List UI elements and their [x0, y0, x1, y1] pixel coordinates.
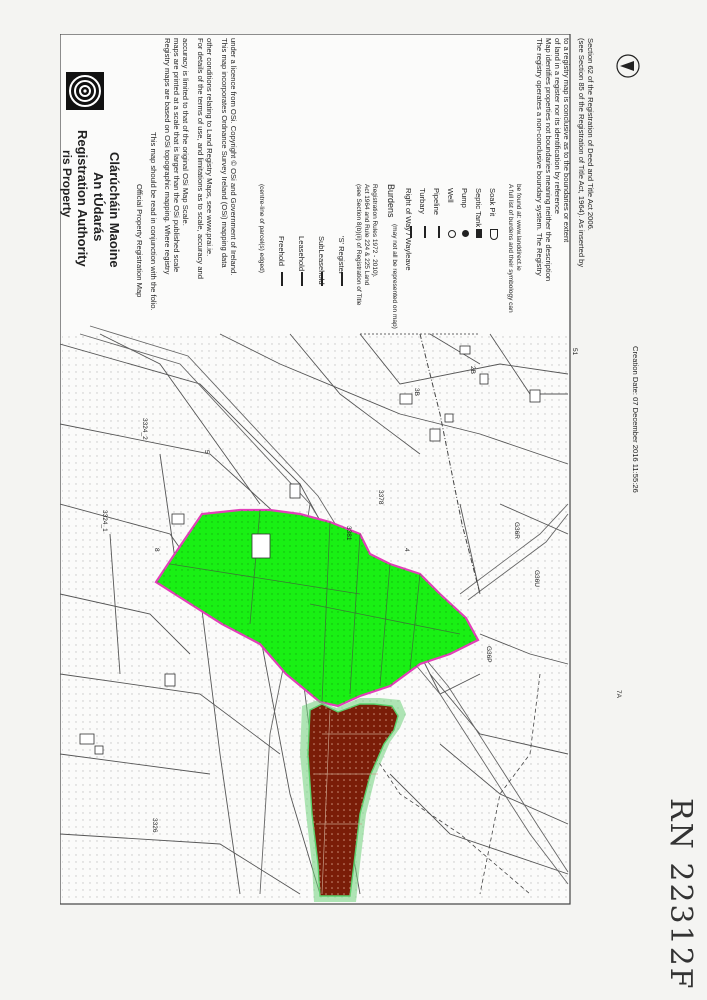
parcel-label-3381: 3381: [345, 526, 352, 541]
legend-leasehold: Leasehold: [297, 236, 306, 272]
pump-icon: [462, 230, 469, 237]
parcel-label-5: 5: [203, 450, 210, 454]
disclaimer-line-2: Map identifies properties not boundaries meaning neither the description: [544, 38, 553, 282]
legend-edge-note: (centre-line of parcel(s) edged): [258, 184, 265, 273]
legend-s-register: 'S' Register: [337, 236, 346, 275]
burden-right-of-way: Right of Way / Wayleave: [404, 188, 413, 271]
note-terms-2: other conditions relating to Land Registry Maps, see www.prai.ie.: [205, 38, 214, 257]
legend-symbology-1: A full list of burdens and their symbology can: [507, 184, 514, 313]
title-partial: ris Property: [60, 150, 74, 218]
parcel-label-3b: 3B: [413, 388, 420, 396]
subtitle: Official Property Registration Map: [135, 184, 144, 298]
handwritten-reference: RN 22312F: [663, 798, 698, 991]
parcel-label-51: 51: [571, 348, 578, 356]
legend-line-freehold: [281, 272, 283, 286]
disclaimer-line-4: to a registry map is conclusive as to the boundaries or extent: [562, 38, 571, 243]
legend-section-ref-1: (see Section 8(b)(ii) of Registration of Title: [355, 184, 362, 306]
legend-section-ref-2: Act 1964 and Rule 224 & 225 Land: [363, 184, 370, 286]
title-registration-authority: Registration Authority: [75, 130, 90, 267]
parcel-label-3324-2: 3324_2: [141, 418, 148, 440]
parcel-label-3326: 3326: [151, 818, 158, 833]
note-osi-1: Registry maps are based on OSi topographic mapping. Where registry: [163, 38, 172, 275]
burdens-title: Burdens: [386, 184, 396, 218]
burden-pump: Pump: [460, 188, 469, 208]
parcel-label-3324-1: 3324_1: [101, 510, 108, 532]
legend-symbology-2: be found at: www.landdirect.ie: [515, 184, 522, 271]
note-licence-1: This map incorporates Ordnance Survey Ireland (OSi) mapping data: [220, 38, 229, 268]
prai-logo: [64, 70, 106, 112]
parcel-label-8: 8: [153, 548, 160, 552]
disclaimer-line-3: of land in a register nor its identification by reference: [553, 38, 562, 215]
note-folio: This map should be read in conjunction with the folio.: [149, 132, 158, 311]
title-claruchain-maoine: Clárúcháin Maoine: [107, 152, 122, 268]
burden-septic-tank: Septic Tank: [474, 188, 483, 228]
burden-pipeline: Pipeline: [432, 188, 441, 216]
burden-symbol-turbary: [424, 226, 426, 238]
creation-date: Creation Date: 07 December 2016 11:55:26: [631, 346, 640, 493]
disclaimer-line-1: The registry operates a non-conclusive boundary system. The Registry: [535, 38, 544, 276]
note-licence-2: under a licence from OSi. Copyright © OSi and Government of Ireland.: [229, 38, 238, 276]
burden-turbary: Turbary: [418, 188, 427, 214]
legend-freehold: Freehold: [277, 236, 286, 266]
parcel-label-g36u: G36U: [533, 570, 540, 587]
well-icon: [448, 230, 456, 238]
title-an-tudaras: An tÚdarás: [91, 172, 106, 242]
septic-tank-icon: [476, 229, 482, 238]
burdens-note: (may not all be represented on map): [391, 224, 398, 329]
parcel-label-4: 4: [403, 548, 410, 552]
parcel-label-2b: 2B: [469, 366, 476, 374]
parcel-label-g36p: G36P: [485, 646, 492, 663]
note-osi-2: maps are printed at a scale that is larger than the OSi published scale: [172, 38, 181, 273]
north-arrow: [617, 55, 639, 77]
parcel-label-g36r: G36R: [513, 522, 520, 539]
disclaimer-line-6: Section 62 of the Registration of Deed and Title Act 2006.: [586, 38, 595, 231]
legend-subleasehold: SubLeasehold: [317, 236, 326, 285]
parcel-label-7a: 7A: [615, 690, 622, 698]
parcel-label-3378: 3378: [377, 490, 384, 505]
burden-well: Well: [446, 188, 455, 203]
disclaimer-line-5: (see Section 85 of the Registration of Title Act, 1964). As inserted by: [577, 38, 586, 268]
legend-line-leasehold: [301, 272, 303, 286]
burden-symbol-pipeline: [438, 226, 440, 238]
soak-pit-icon: [490, 229, 498, 240]
burden-soak-pit: Soak Pit: [488, 188, 497, 217]
note-terms-1: For details of the terms of use, and limitations as to scale, accuracy and: [196, 38, 205, 280]
note-osi-3: accuracy is limited to that of the original OSi Map Scale.: [181, 38, 190, 226]
legend-section-ref-3: Registration Rules 1972 - 2010).: [371, 184, 378, 278]
